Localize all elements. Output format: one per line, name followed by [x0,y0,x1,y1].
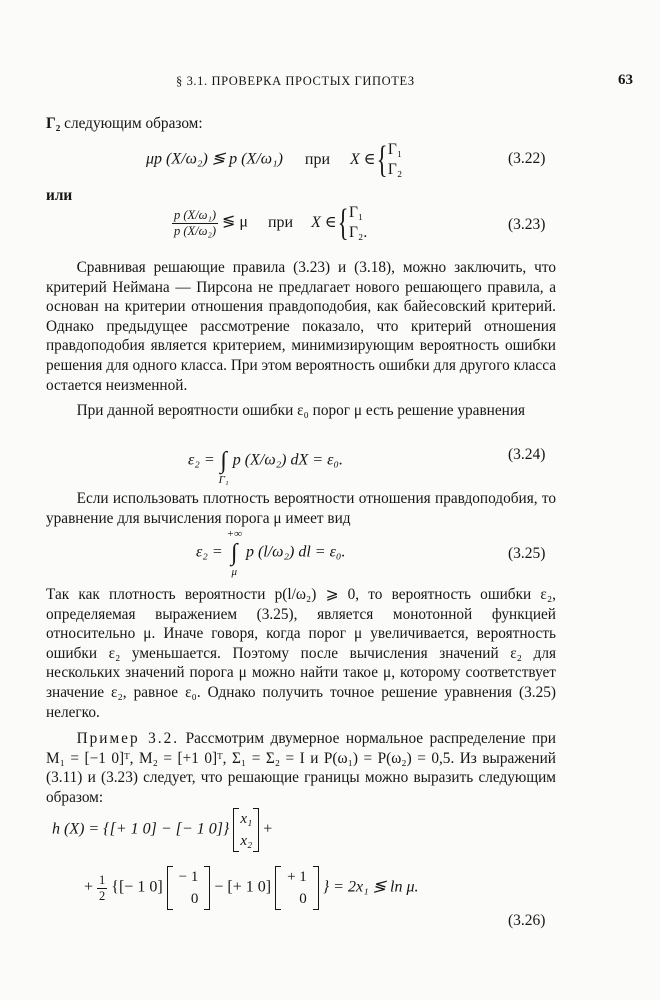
eq322-case1: Γ₁ [387,141,403,158]
example-text-block [46,729,556,807]
integral-sign: ∫ [220,448,227,474]
eq324-lhs: ε₂ = [188,451,215,469]
eq323-case2: Γ₂. [348,224,368,241]
equation-3-24 [188,436,343,486]
eq323-condition: при [267,213,294,231]
eq324-number: (3.24) [508,446,546,463]
eq323-cases [349,203,367,243]
paragraph-4 [46,585,556,722]
eq326-half-num: 1 [99,872,106,887]
eq325-number: (3.25) [508,545,546,562]
running-header [0,72,660,92]
eq326-m2-top: + 1 [287,869,307,885]
eq326-m1-top: − 1 [178,869,199,885]
eq322-set: X ∈ [350,150,376,168]
eq322-case2: Γ₂ [387,161,403,178]
intro-line [46,114,556,134]
example-paragraph [46,729,556,807]
eq326-x2: x₂ [240,833,253,849]
paragraph-2 [46,401,556,421]
equation-3-25 [196,528,345,578]
eq322-cases [388,140,402,180]
eq326-x1: x₁ [240,811,253,827]
eq323-set: X ∈ [311,213,337,231]
eq326-m1-bot: 0 [190,891,199,907]
eq323-denominator: p (X/ω₂) [174,223,216,238]
eq326-number: (3.26) [508,912,546,929]
eq322-brace: { [376,139,388,181]
section-title: § 3.1. ПРОВЕРКА ПРОСТЫХ ГИПОТЕЗ [176,74,415,88]
eq323-number: (3.23) [508,216,546,233]
example-text: Рассмотрим двумерное нормальное распределение при M₁ = [−1 0]ᵀ, M₂ = [+1 0]ᵀ, Σ₁ = Σ₂ = I и P(ω₁) = P(ω₂) = 0,5. Из выражений (3.11) и (3.23) следует, что решающие границы можно выразить следующим образом: [46,730,556,806]
equation-3-26-line-1 [52,808,272,852]
eq325-integral [227,528,242,578]
eq322-condition: при [304,150,331,168]
paragraph-1 [46,258,556,395]
eq323-numerator: p (X/ω₁) [174,207,216,222]
paragraph-1-text: Сравнивая решающие правила (3.23) и (3.18), можно заключить, что критерий Неймана — Пирсона не предлагает нового решающего правила, а основан на критерии отношения правдоподобия, как байесовский критерий. Однако предыдущее рассмотрение показало, что критерий отношения правдоподобия является критерием, минимизирующим вероятность ошибки решения для одного класса. При этом вероятность ошибки для другого класса остается неизменной. [46,259,556,394]
paragraph-3 [46,489,556,528]
eq326-line2-end: } = 2x₁ ≶ ln μ. [322,878,419,896]
paragraph-2-text: При данной вероятности ошибки ε₀ порог μ есть решение уравнения [76,402,526,419]
eq326-line2-b: − [+ 1 0] [214,878,272,896]
equation-3-26-line-2 [84,866,419,910]
eq326-vector-x [233,808,259,852]
eq326-m2-bot: 0 [299,891,307,907]
or-word: или [46,187,73,204]
eq323-brace: { [337,202,349,244]
eq326-line2-plus: + [84,878,94,896]
intro-text: следующим образом: [60,115,203,132]
eq326-line1-lhs: h (X) = {[+ 1 0] − [− 1 0]} [52,820,230,838]
eq326-matrix-1 [167,866,211,910]
eq322-lhs: μp (X/ω₂) ≶ p (X/ω₁) [146,150,283,168]
equation-3-23 [172,203,367,243]
paragraph-3-text: Если использовать плотность вероятности отношения правдоподобия, то уравнение для вычисления порога μ имеет вид [46,490,556,527]
gamma2-symbol: Γ₂ [46,115,61,132]
example-label: Пример 3.2. [76,730,180,747]
integral-sign: ∫ [231,540,238,566]
eq326-matrix-2 [275,866,319,910]
eq326-half-den: 2 [99,888,106,903]
eq324-integral [219,436,229,486]
eq326-line2-a: {[− 1 0] [111,878,163,896]
equation-3-22 [146,140,402,180]
page-number: 63 [618,72,633,88]
eq322-number: (3.22) [508,150,546,167]
eq324-lower-limit: Γ₁ [218,474,229,486]
eq323-case1: Γ₁ [348,204,364,221]
eq325-integrand: p (l/ω₂) dl = ε₀. [245,543,346,561]
eq324-integrand: p (X/ω₂) dX = ε₀. [232,451,343,469]
eq325-lhs: ε₂ = [196,543,223,561]
eq326-line1-plus: + [263,820,273,838]
eq323-fraction [172,208,218,239]
eq326-half [97,873,107,904]
paragraph-4-text: Так как плотность вероятности p(l/ω₂) ⩾ 0, то вероятность ошибки ε₂, определяемая выражением (3.25), является монотонной функцией относительно μ. Иначе говоря, когда порог μ увеличивается, вероятность ошибки ε₂ уменьшается. Поэтому после вычисления значений ε₂ для нескольких значений порога μ можно найти такое μ, которому соответствует значение ε₂, равное ε₀. Однако получить точное решение уравнения (3.25) нелегко. [46,586,556,721]
eq325-upper-limit: +∞ [226,528,242,540]
eq323-relation: ≶ μ [221,213,248,231]
eq325-lower-limit: μ [231,566,238,578]
